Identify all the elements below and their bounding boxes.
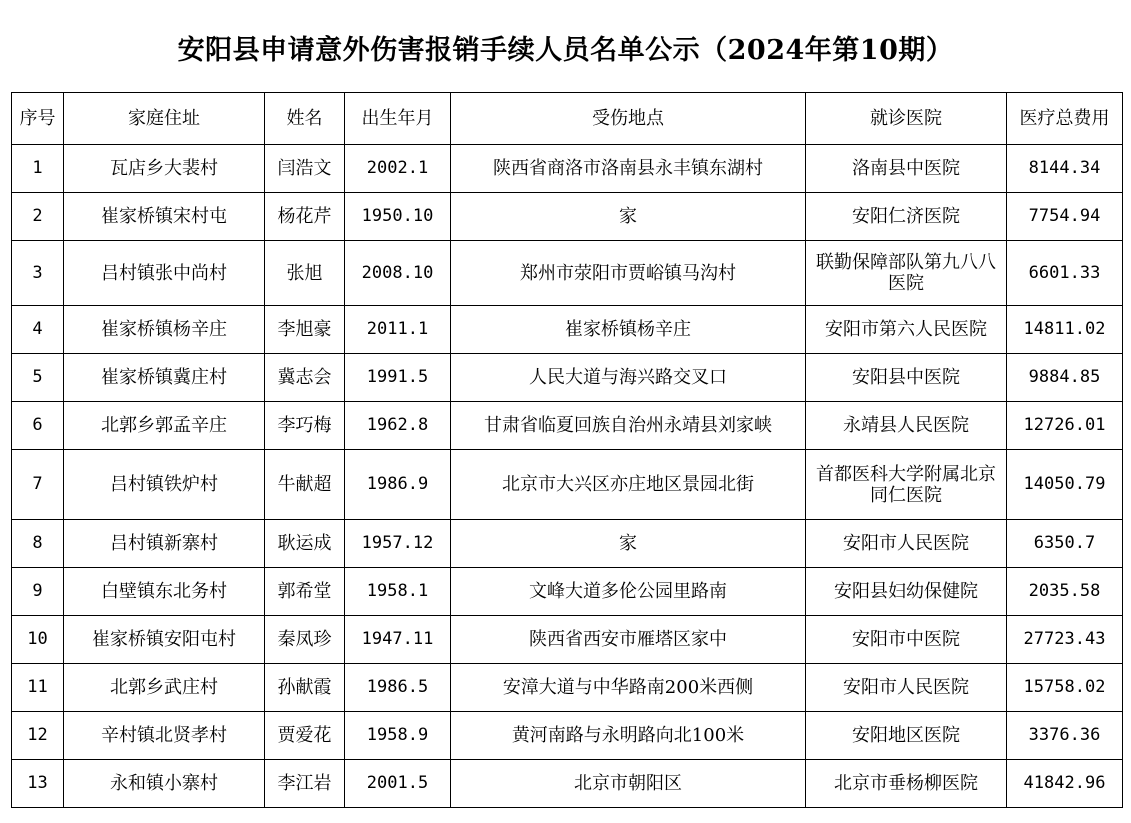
name-cell: 贾爱花 — [265, 712, 345, 760]
cost-cell: 3376.36 — [1007, 712, 1123, 760]
cost-cell: 6350.7 — [1007, 520, 1123, 568]
birth-cell: 2008.10 — [345, 241, 451, 306]
injury-location-cell: 文峰大道多伦公园里路南 — [451, 568, 806, 616]
header-cell: 姓名 — [265, 93, 345, 145]
hospital-cell: 永靖县人民医院 — [806, 402, 1007, 450]
address-cell: 北郭乡武庄村 — [64, 664, 265, 712]
address-cell: 吕村镇新寨村 — [64, 520, 265, 568]
table-row — [12, 520, 1123, 568]
hospital-cell: 安阳市中医院 — [806, 616, 1007, 664]
table-row — [12, 760, 1123, 808]
cost-cell: 9884.85 — [1007, 354, 1123, 402]
hospital-cell: 安阳县妇幼保健院 — [806, 568, 1007, 616]
injury-location-cell: 郑州市荥阳市贾峪镇马沟村 — [451, 241, 806, 306]
address-cell: 永和镇小寨村 — [64, 760, 265, 808]
seq-cell: 9 — [12, 568, 64, 616]
cost-cell: 2035.58 — [1007, 568, 1123, 616]
injury-location-cell: 人民大道与海兴路交叉口 — [451, 354, 806, 402]
address-cell: 吕村镇铁炉村 — [64, 450, 265, 520]
seq-cell: 7 — [12, 450, 64, 520]
seq-cell: 11 — [12, 664, 64, 712]
hospital-cell: 安阳县中医院 — [806, 354, 1007, 402]
hospital-cell: 洛南县中医院 — [806, 145, 1007, 193]
table-row — [12, 568, 1123, 616]
address-cell: 崔家桥镇安阳屯村 — [64, 616, 265, 664]
name-cell: 杨花芹 — [265, 193, 345, 241]
injury-location-cell: 北京市大兴区亦庄地区景园北街 — [451, 450, 806, 520]
cost-cell: 15758.02 — [1007, 664, 1123, 712]
seq-cell: 5 — [12, 354, 64, 402]
table-row — [12, 306, 1123, 354]
injury-location-cell: 甘肃省临夏回族自治州永靖县刘家峡 — [451, 402, 806, 450]
cost-cell: 41842.96 — [1007, 760, 1123, 808]
birth-cell: 1991.5 — [345, 354, 451, 402]
injury-location-cell: 陕西省商洛市洛南县永丰镇东湖村 — [451, 145, 806, 193]
name-cell: 郭希堂 — [265, 568, 345, 616]
name-cell: 秦凤珍 — [265, 616, 345, 664]
address-cell: 崔家桥镇冀庄村 — [64, 354, 265, 402]
birth-cell: 1986.5 — [345, 664, 451, 712]
hospital-cell: 北京市垂杨柳医院 — [806, 760, 1007, 808]
hospital-cell: 安阳市第六人民医院 — [806, 306, 1007, 354]
header-cell: 出生年月 — [345, 93, 451, 145]
address-cell: 瓦店乡大裴村 — [64, 145, 265, 193]
hospital-cell: 联勤保障部队第九八八医院 — [806, 241, 1007, 306]
table-row — [12, 664, 1123, 712]
injury-location-cell: 北京市朝阳区 — [451, 760, 806, 808]
table-row — [12, 354, 1123, 402]
address-cell: 崔家桥镇宋村屯 — [64, 193, 265, 241]
address-cell: 白壁镇东北务村 — [64, 568, 265, 616]
header-cell: 受伤地点 — [451, 93, 806, 145]
injury-location-cell: 崔家桥镇杨辛庄 — [451, 306, 806, 354]
table-header-row — [12, 93, 1123, 145]
hospital-cell: 安阳地区医院 — [806, 712, 1007, 760]
seq-cell: 13 — [12, 760, 64, 808]
birth-cell: 1950.10 — [345, 193, 451, 241]
hospital-cell: 安阳市人民医院 — [806, 664, 1007, 712]
table-row — [12, 402, 1123, 450]
table-row — [12, 616, 1123, 664]
injury-location-cell: 家 — [451, 193, 806, 241]
address-cell: 北郭乡郭孟辛庄 — [64, 402, 265, 450]
seq-cell: 2 — [12, 193, 64, 241]
hospital-cell: 首都医科大学附属北京同仁医院 — [806, 450, 1007, 520]
table-row — [12, 145, 1123, 193]
cost-cell: 12726.01 — [1007, 402, 1123, 450]
hospital-cell: 安阳仁济医院 — [806, 193, 1007, 241]
table-row — [12, 193, 1123, 241]
address-cell: 辛村镇北贤孝村 — [64, 712, 265, 760]
cost-cell: 14811.02 — [1007, 306, 1123, 354]
name-cell: 冀志会 — [265, 354, 345, 402]
birth-cell: 2011.1 — [345, 306, 451, 354]
personnel-table — [11, 92, 1123, 808]
page-title: 安阳县申请意外伤害报销手续人员名单公示（2024年第10期） — [177, 35, 954, 66]
header-cell: 就诊医院 — [806, 93, 1007, 145]
cost-cell: 8144.34 — [1007, 145, 1123, 193]
injury-location-cell: 黄河南路与永明路向北100米 — [451, 712, 806, 760]
injury-location-cell: 安漳大道与中华路南200米西侧 — [451, 664, 806, 712]
hospital-cell: 安阳市人民医院 — [806, 520, 1007, 568]
seq-cell: 4 — [12, 306, 64, 354]
injury-location-cell: 陕西省西安市雁塔区家中 — [451, 616, 806, 664]
address-cell: 崔家桥镇杨辛庄 — [64, 306, 265, 354]
header-cell: 序号 — [12, 93, 64, 145]
birth-cell: 1958.9 — [345, 712, 451, 760]
table-row — [12, 712, 1123, 760]
name-cell: 张旭 — [265, 241, 345, 306]
table-row — [12, 241, 1123, 306]
header-cell: 医疗总费用 — [1007, 93, 1123, 145]
injury-location-cell: 家 — [451, 520, 806, 568]
seq-cell: 6 — [12, 402, 64, 450]
name-cell: 孙献霞 — [265, 664, 345, 712]
birth-cell: 1962.8 — [345, 402, 451, 450]
name-cell: 李旭豪 — [265, 306, 345, 354]
seq-cell: 10 — [12, 616, 64, 664]
birth-cell: 1957.12 — [345, 520, 451, 568]
cost-cell: 27723.43 — [1007, 616, 1123, 664]
name-cell: 耿运成 — [265, 520, 345, 568]
name-cell: 李江岩 — [265, 760, 345, 808]
table-row — [12, 450, 1123, 520]
birth-cell: 2001.5 — [345, 760, 451, 808]
birth-cell: 1986.9 — [345, 450, 451, 520]
birth-cell: 1958.1 — [345, 568, 451, 616]
cost-cell: 14050.79 — [1007, 450, 1123, 520]
cost-cell: 7754.94 — [1007, 193, 1123, 241]
name-cell: 牛献超 — [265, 450, 345, 520]
seq-cell: 1 — [12, 145, 64, 193]
cost-cell: 6601.33 — [1007, 241, 1123, 306]
header-cell: 家庭住址 — [64, 93, 265, 145]
birth-cell: 2002.1 — [345, 145, 451, 193]
seq-cell: 12 — [12, 712, 64, 760]
address-cell: 吕村镇张中尚村 — [64, 241, 265, 306]
seq-cell: 3 — [12, 241, 64, 306]
seq-cell: 8 — [12, 520, 64, 568]
name-cell: 李巧梅 — [265, 402, 345, 450]
birth-cell: 1947.11 — [345, 616, 451, 664]
name-cell: 闫浩文 — [265, 145, 345, 193]
